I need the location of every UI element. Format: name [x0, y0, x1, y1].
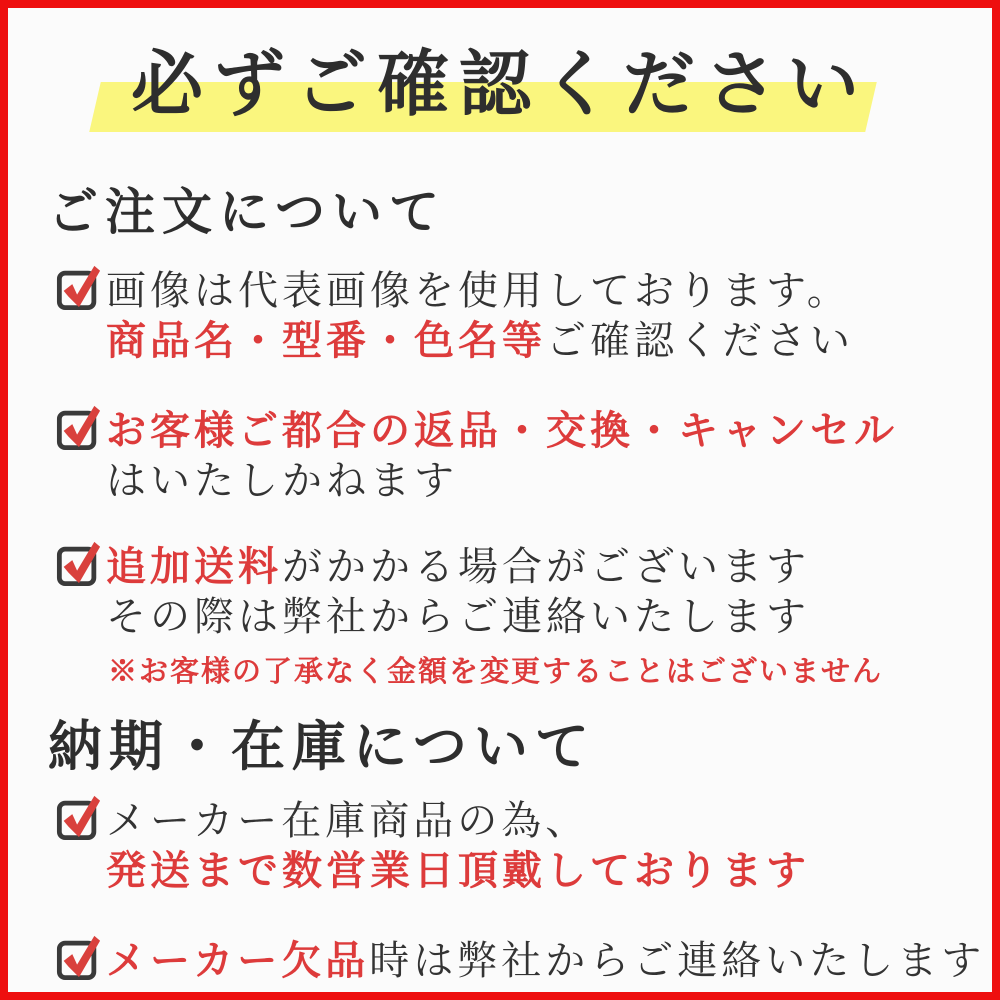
item-line [106, 592, 883, 642]
item-line [106, 542, 883, 592]
checked-checkbox-icon [56, 932, 102, 982]
item-text-segment-emphasis: 発送まで数営業日頂戴しております [106, 847, 810, 893]
section-heading-delivery-stock: 納期・在庫について [48, 716, 596, 777]
item-line [106, 316, 854, 366]
item-text-segment: がかかる場合がございます [282, 543, 810, 589]
notice-item-extra-shipping [56, 542, 962, 690]
item-text-segment: 時は弊社からご連絡いたします [369, 937, 986, 983]
item-line [106, 936, 985, 986]
checked-checkbox-icon [56, 538, 102, 588]
item-text-segment: ご確認ください [546, 317, 854, 363]
notice-item-maker-out-of-stock [56, 936, 986, 986]
item-note: ※お客様の了承なく金額を変更することはございません [108, 655, 884, 688]
item-line [106, 266, 854, 316]
item-text-segment-emphasis: メーカー欠品 [106, 937, 370, 983]
item-text-segment: メーカー在庫商品の為、 [106, 797, 590, 843]
item-text-segment: 画像は代表画像を使用しております。 [106, 267, 851, 313]
page-title [8, 42, 992, 146]
item-text-segment-emphasis: 追加送料 [106, 543, 282, 589]
item-line [106, 406, 898, 456]
checked-checkbox-icon [56, 402, 102, 452]
item-line [106, 796, 810, 846]
notice-item-maker-stock [56, 796, 962, 896]
item-line [106, 456, 898, 506]
notice-item-representative-image [56, 266, 962, 366]
checked-checkbox-icon [56, 792, 102, 842]
item-text-segment-emphasis: お客様ご都合の返品・交換・キャンセル [106, 407, 898, 453]
section-heading-orders: ご注文について [48, 184, 446, 240]
notice-item-no-returns [56, 406, 962, 506]
title-heading [131, 42, 869, 128]
item-line [106, 846, 810, 896]
item-text-segment: その際は弊社からご連絡いたします [106, 593, 810, 639]
title-text: 必ずご確認ください [130, 45, 869, 125]
item-text-segment-emphasis: 商品名・型番・色名等 [106, 317, 546, 363]
item-text-segment: はいたしかねます [106, 457, 458, 503]
checked-checkbox-icon [56, 262, 102, 312]
